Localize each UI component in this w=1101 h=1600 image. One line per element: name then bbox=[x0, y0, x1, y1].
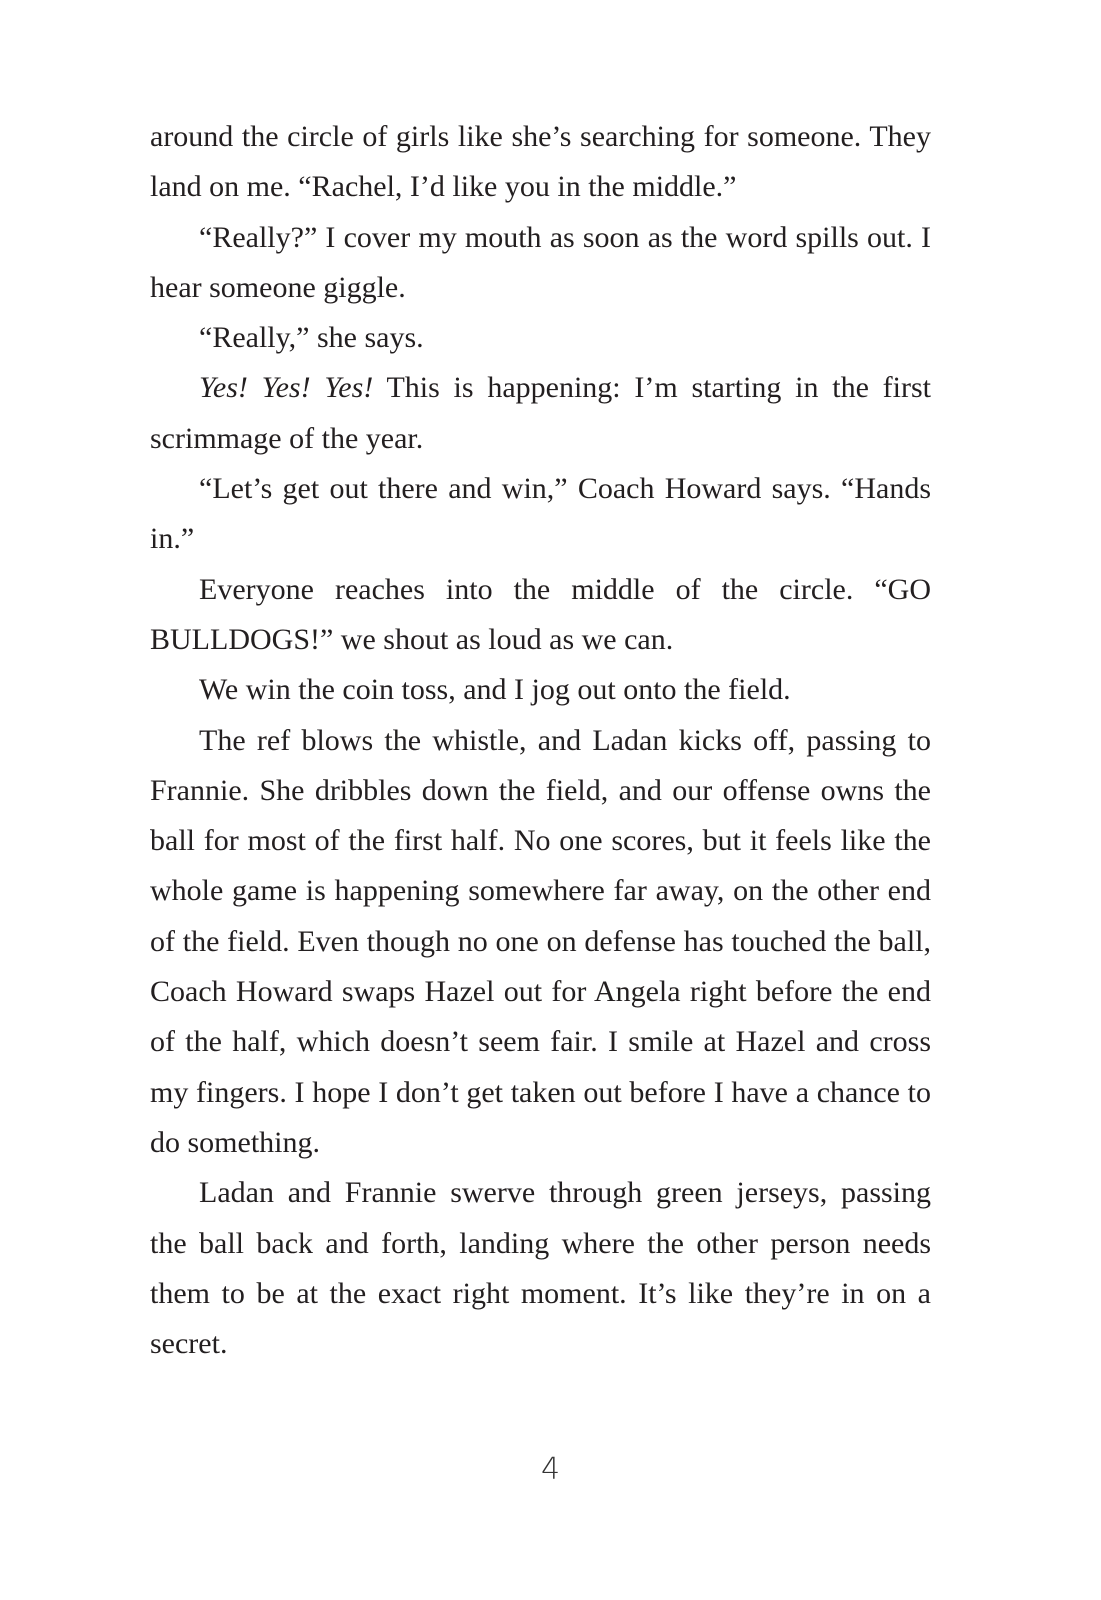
paragraph: Everyone reaches into the middle of the circle. “GO BULLDOGS!” we shout as loud as we can. bbox=[150, 572, 931, 656]
paragraph: around the circle of girls like she’s searching for someone. They land on me. “Rachel, I’d like you in the middle.” bbox=[150, 120, 931, 204]
paragraph: “Really,” she says. bbox=[199, 321, 424, 355]
body-text bbox=[150, 112, 931, 1369]
paragraph bbox=[150, 363, 931, 464]
paragraph: The ref blows the whistle, and Ladan kicks off, passing to Frannie. She dribbles down the field, and our offense owns the ball for most of the first half. No one scores, but it feels like the whole game is happening somewhere far away, on the other end of the field. Even though no one on defense has touched the ball, Coach Howard swaps Hazel out for Angela right before the end of the half, which doesn’t seem fair. I smile at Hazel and cross my fingers. I hope I don’t get taken out before I have a chance to do something. bbox=[150, 723, 931, 1159]
italic-exclamation: Yes! Yes! Yes! bbox=[199, 371, 374, 405]
page-number: 4 bbox=[540, 1452, 561, 1487]
paragraph: “Really?” I cover my mouth as soon as the word spills out. I hear someone giggle. bbox=[150, 220, 931, 304]
paragraph: We win the coin toss, and I jog out onto the field. bbox=[199, 673, 791, 707]
paragraph-text: This is happening: I’m starting in the first scrimmage of the year. bbox=[150, 371, 932, 455]
paragraph: “Let’s get out there and win,” Coach Howard says. “Hands in.” bbox=[150, 472, 931, 556]
paragraph: Ladan and Frannie swerve through green jerseys, passing the ball back and forth, landing where the other person needs them to be at the exact right moment. It’s like they’re in on a secret. bbox=[150, 1176, 931, 1361]
